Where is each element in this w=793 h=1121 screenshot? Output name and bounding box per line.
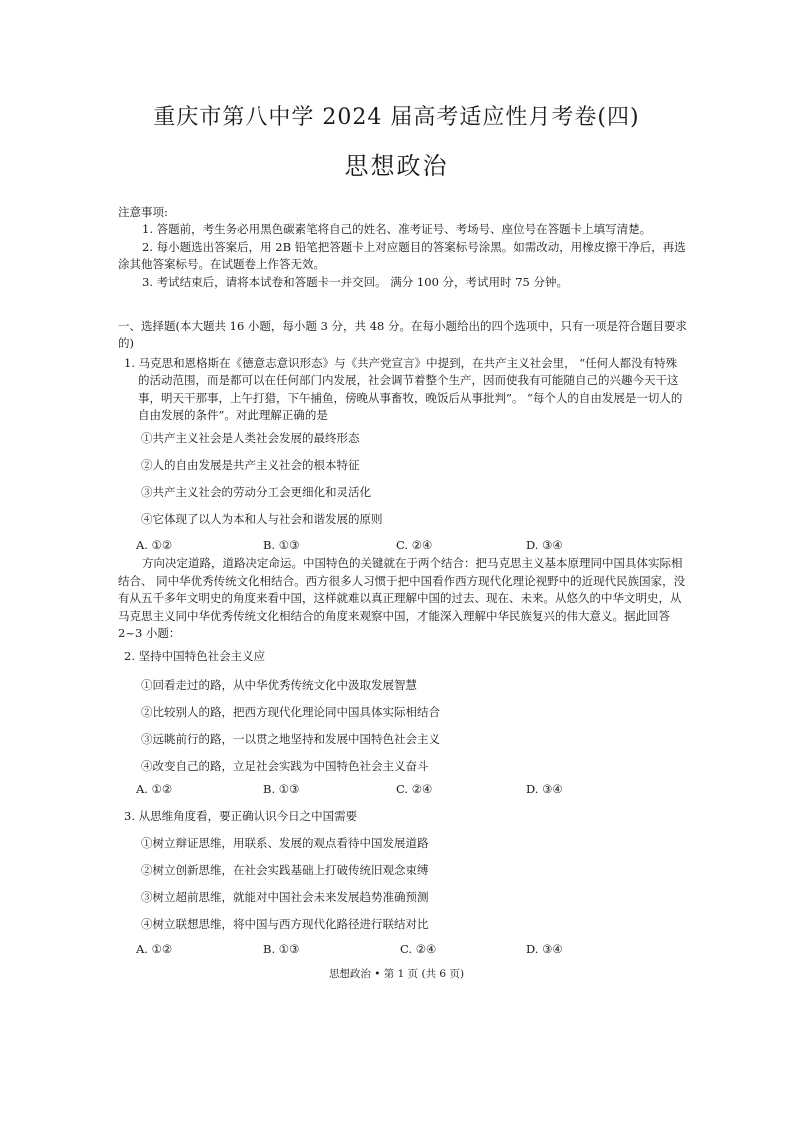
q1-choices [136, 538, 606, 554]
passage-text: 方向决定道路，道路决定命运。中国特色的关键就在于两个结合：把马克思主义基本原理同中国具体实际相结合、 同中华优秀传统文化相结合。西方很多人习惯于把中国看作西方现代化理论视野中的近现代民族国家，没有从五千多年文明史的角度来看中国，这样就难以真正理解中国的过去、现在、未来。从悠久的中华文明史，从马克思主义同中华优秀传统文化相结合的角度来观察中国，才能深入理解中华民族复兴的伟大意义。据此回答 2~3 小题： [118, 556, 686, 641]
note-item-2: 2. 每小题选出答案后，用 2B 铅笔把答题卡上对应题目的答案标号涂黑。如需改动，用橡皮擦干净后，再选涂其他答案标号。在试题卷上作答无效。 [118, 239, 686, 272]
q3-option-4: ④树立联想思维，将中国与西方现代化路径进行联结对比 [141, 917, 429, 931]
question-3-stem: 3. 从思维角度看，要正确认识今日之中国需要 [124, 809, 358, 823]
q3-choice-d: D. ③④ [526, 942, 563, 956]
q2-choice-a: A. ①② [136, 782, 173, 796]
question-2-stem: 2. 坚持中国特色社会主义应 [124, 649, 266, 663]
q1-choice-d: D. ③④ [526, 538, 563, 552]
q3-option-3: ③树立超前思维，就能对中国社会未来发展趋势准确预测 [141, 890, 429, 904]
notes-heading: 注意事项: [118, 205, 168, 219]
q2-option-2: ②比较别人的路，把西方现代化理论同中国具体实际相结合 [141, 705, 440, 719]
q1-option-4: ④它体现了以人为本和人与社会和谐发展的原则 [141, 512, 383, 526]
question-3 [118, 808, 688, 825]
page-footer: 思想政治 • 第 1 页 (共 6 页) [328, 968, 465, 980]
q1-choice-a: A. ①② [136, 538, 173, 552]
q2-choice-c: C. ②④ [396, 782, 433, 796]
q3-choice-b: B. ①③ [263, 942, 300, 956]
notes-section [118, 204, 688, 291]
q2-choice-d: D. ③④ [526, 782, 563, 796]
note-item-1: 1. 答题前，考生务必用黑色碳素笔将自己的姓名、准考证号、考场号、座位号在答题卡上填写清楚。 [142, 222, 652, 237]
q1-option-1: ①共产主义社会是人类社会发展的最终形态 [141, 431, 360, 445]
q1-choice-c: C. ②④ [396, 538, 433, 552]
q2-choices [136, 782, 606, 798]
question-1 [118, 355, 688, 425]
note-item-3: 3. 考试结束后，请将本试卷和答题卡一并交回。 满分 100 分，考试用时 75 分钟。 [142, 274, 568, 289]
q1-choice-b: B. ①③ [263, 538, 300, 552]
q3-choice-a: A. ①② [136, 942, 173, 956]
reading-passage [118, 555, 688, 643]
q3-option-2: ②树立创新思维，在社会实践基础上打破传统旧观念束缚 [141, 863, 429, 877]
q2-choice-b: B. ①③ [263, 782, 300, 796]
question-2 [118, 648, 688, 665]
q3-choice-c: C. ②④ [400, 942, 437, 956]
q3-choices [136, 942, 606, 958]
q2-option-4: ④改变自己的路，立足社会实践为中国特色社会主义奋斗 [141, 759, 429, 773]
question-1-stem: 1. 马克思和恩格斯在《德意志意识形态》与《共产党宣言》中提到，在共产主义社会里， “任何人都没有特殊的活动范围，而是都可以在任何部门内发展，社会调节着整个生产，因而使我有可能随自己的兴趣今天干这事，明天干那事，上午打猎，下午捕鱼，傍晚从事畜牧，晚饭后从事批判”。 “每个人的自由发展是一切人的自由发展的条件”。对此理解正确的是 [124, 356, 683, 423]
q2-option-3: ③远眺前行的路，一以贯之地坚持和发展中国特色社会主义 [141, 732, 440, 746]
subject-title: 思想政治 [344, 152, 449, 180]
q2-option-1: ①回看走过的路，从中华优秀传统文化中汲取发展智慧 [141, 678, 417, 692]
section-heading: 一、选择题(本大题共 16 小题，每小题 3 分，共 48 分。在每小题给出的四个选项中，只有一项是符合题目要求的) [118, 319, 687, 351]
q1-option-2: ②人的自由发展是共产主义社会的根本特征 [141, 458, 360, 472]
exam-title: 重庆市第八中学 2024 届高考适应性月考卷(四) [153, 105, 640, 130]
q3-option-1: ①树立辩证思维，用联系、发展的观点看待中国发展道路 [141, 836, 429, 850]
q1-option-3: ③共产主义社会的劳动分工会更细化和灵活化 [141, 485, 371, 499]
